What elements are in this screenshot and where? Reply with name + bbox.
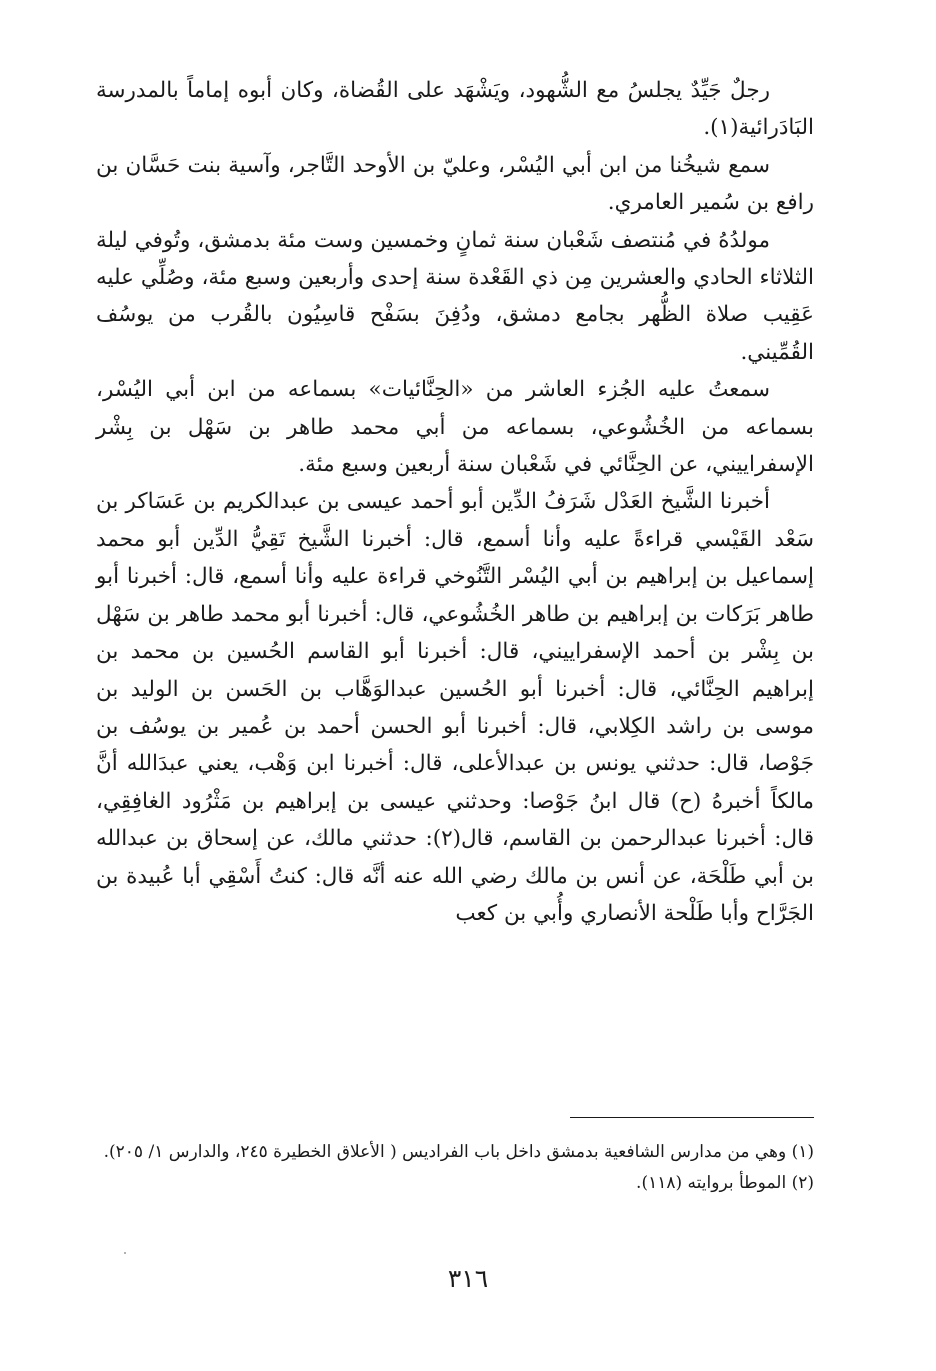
scan-speck <box>124 1252 126 1254</box>
paragraph-3: مولدُهُ في مُنتصف شَعْبان سنة ثمانٍ وخمسين وست مئة بدمشق، وتُوفي ليلة الثلاثاء الحادي والعشرين مِن ذي القَعْدة سنة إحدى وأربعين وسبع مئة، وصُلِّي عليه عَقِيب صلاة الظُّهر بجامع دمشق، ودُفِنَ بسَفْح قاسِيُون بالقُرب من يوسُف القُمِّيني. <box>96 227 814 365</box>
page-number: ٣١٦ <box>447 1264 489 1293</box>
page-body <box>96 72 814 932</box>
paragraph-1: رجلٌ جَيِّدٌ يجلسُ مع الشُّهود، ويَشْهَد على القُضاة، وكان أبوه إماماً بالمدرسة البَادَرائية(١). <box>96 78 814 141</box>
main-text <box>96 72 814 932</box>
paragraph-5: أخبرنا الشَّيخ العَدْل شَرَفُ الدِّين أبو أحمد عيسى بن عبدالكريم بن عَسَاكر بن سَعْد القَيْسي قراءةً عليه وأنا أسمع، قال: أخبرنا الشَّيخ تَقِيُّ الدِّين أبو محمد إسماعيل بن إبراهيم بن أبي اليُسْر التَّنُوخي قراءة عليه وأنا أسمع، قال: أخبرنا أبو طاهر بَرَكات بن إبراهيم بن طاهر الخُشُوعي، قال: أخبرنا أبو محمد طاهر بن سَهْل بن بِشْر بن أحمد الإسفراييني، قال: أخبرنا أبو القاسم الحُسين بن محمد بن إبراهيم الحِنَّائي، قال: أخبرنا أبو الحُسين عبدالوَهَّاب بن الحَسن بن الوليد بن موسى بن راشد الكِلابي، قال: أخبرنا أبو الحسن أحمد بن عُمير بن يوسُف بن جَوْصا، قال: حدثني يونس بن عبدالأعلى، قال: أخبرنا ابن وَهْب، يعني عبدَالله أنَّ مالكاً أخبرهُ (ح) قال ابنُ جَوْصا: وحدثني عيسى بن إبراهيم بن مَثْرُود الغافِقِي، قال: أخبرنا عبدالرحمن بن القاسم، قال(٢): حدثني مالك، عن إسحاق بن عبدالله بن أبي طَلْحَة، عن أنس بن مالك رضي الله عنه أنَّه قال: كنتُ أَسْقِي أبا عُبيدة بن الجَرَّاح وأبا طَلْحة الأنصاري وأُبي بن كعب <box>96 489 814 926</box>
footnote-divider <box>570 1117 814 1118</box>
footnote-2: (٢) الموطأ بروايته (١١٨). <box>636 1173 814 1193</box>
paragraph-2: سمع شيخُنا من ابن أبي اليُسْر، وعليّ بن الأوحد التَّاجر، وآسية بنت حَسَّان بن رافع بن سُمير العامري. <box>96 152 814 216</box>
footnote-1: (١) وهي من مدارس الشافعية بدمشق داخل باب الفراديس ( الأعلاق الخطيرة ٢٤٥، والدارس ١/ ٢٠٥). <box>103 1142 814 1162</box>
footnotes <box>96 1137 814 1199</box>
paragraph-4: سمعتُ عليه الجُزء العاشر من «الحِنَّائيات» بسماعه من ابن أبي اليُسْر، بسماعه من الخُشُوعي، بسماعه من أبي محمد طاهر بن سَهْل بن بِشْر الإسفراييني، عن الحِنَّائي في شَعْبان سنة أربعين وسبع مئة. <box>96 377 814 478</box>
